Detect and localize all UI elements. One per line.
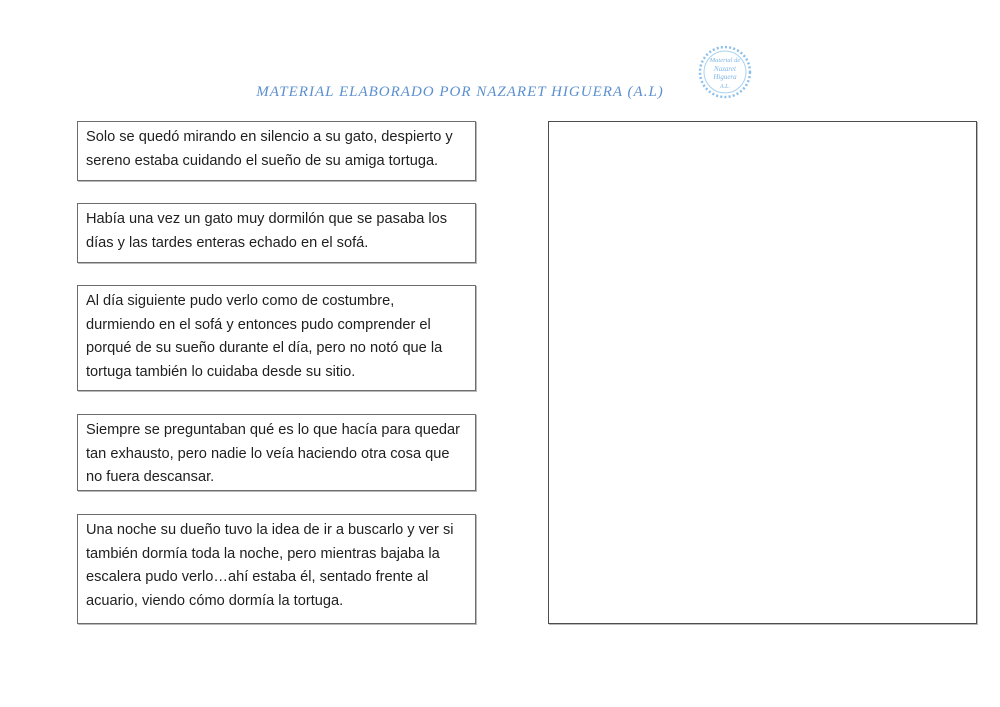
stamp-line-1: Material de xyxy=(709,57,741,64)
story-card-3[interactable] xyxy=(77,285,476,391)
stamp-logo-icon xyxy=(697,44,753,100)
story-card-5[interactable] xyxy=(77,514,476,624)
stamp-line-4: A.L. xyxy=(719,84,731,90)
story-card-2[interactable] xyxy=(77,203,476,263)
page-title: MATERIAL ELABORADO POR NAZARET HIGUERA (A.L) xyxy=(256,84,664,100)
story-card-1[interactable] xyxy=(77,121,476,181)
story-card-text: Al día siguiente pudo verlo como de costumbre, durmiendo en el sofá y entonces pudo comprender el porqué de su sueño durante el día, pero no notó que la tortuga también lo cuidaba desde su sitio. xyxy=(86,293,443,380)
answer-drop-area[interactable] xyxy=(548,121,977,624)
story-card-text: Una noche su dueño tuvo la idea de ir a buscarlo y ver si también dormía toda la noche, pero mientras bajaba la escalera pudo verlo…ahí estaba él, sentado frente al acuario, viendo cómo dormía la tortuga. xyxy=(86,522,454,609)
story-card-4[interactable] xyxy=(77,414,476,491)
story-card-text: Había una vez un gato muy dormilón que se pasaba los días y las tardes enteras echado en el sofá. xyxy=(86,211,448,251)
story-card-text: Siempre se preguntaban qué es lo que hacía para quedar tan exhausto, pero nadie lo veía haciendo otra cosa que no fuera descansar. xyxy=(86,422,461,485)
stamp-line-2: Nazaret xyxy=(714,65,736,73)
stamp-line-3: Higuera xyxy=(713,73,737,81)
story-card-text: Solo se quedó mirando en silencio a su gato, despierto y sereno estaba cuidando el sueño de su amiga tortuga. xyxy=(86,129,453,169)
